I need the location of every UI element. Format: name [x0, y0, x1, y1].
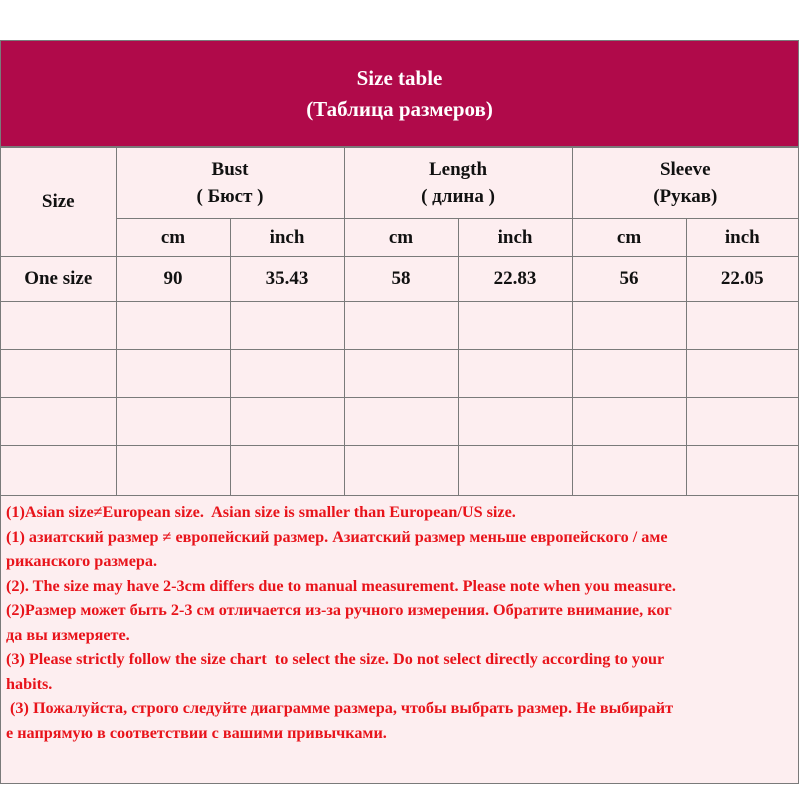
table-cell: [572, 302, 686, 350]
table-cell: [116, 446, 230, 496]
unit-header: inch: [230, 219, 344, 257]
table-cell: [686, 302, 798, 350]
table-cell: [458, 398, 572, 446]
table-row: [1, 257, 798, 302]
table-cell: [344, 398, 458, 446]
table-cell: [572, 398, 686, 446]
length-label: Length: [428, 159, 488, 180]
table-cell: One size: [1, 257, 116, 302]
table-cell: [230, 302, 344, 350]
table-cell: [230, 398, 344, 446]
table-cell: [344, 302, 458, 350]
table-cell: [116, 398, 230, 446]
table-cell: [116, 302, 230, 350]
size-notes: [1, 495, 798, 783]
group-header-row: [1, 148, 798, 219]
table-cell: [1, 302, 116, 350]
table-cell: [1, 350, 116, 398]
sleeve-label-ru: (Рукав): [653, 186, 718, 207]
note-measurement-en: (2). The size may have 2-3cm differs due to manual measurement. Please note when you measure.: [6, 576, 676, 595]
table-cell: 90: [116, 257, 230, 302]
bust-label: Bust: [211, 159, 249, 180]
table-cell: [116, 350, 230, 398]
size-chart: [0, 40, 799, 784]
unit-header: cm: [344, 219, 458, 257]
table-cell: 58: [344, 257, 458, 302]
size-table: [1, 147, 798, 496]
table-cell: [458, 446, 572, 496]
table-cell: [686, 350, 798, 398]
sleeve-label: Sleeve: [659, 159, 711, 180]
table-row: [1, 302, 798, 350]
table-cell: [230, 446, 344, 496]
size-column-header: Size: [1, 148, 116, 257]
table-cell: 22.05: [686, 257, 798, 302]
table-cell: [572, 446, 686, 496]
unit-header: inch: [686, 219, 798, 257]
length-label-ru: ( длина ): [421, 186, 495, 207]
table-cell: [458, 302, 572, 350]
note-asian-size-en: (1)Asian size≠European size. Asian size is smaller than European/US size.: [6, 503, 516, 521]
table-cell: 35.43: [230, 257, 344, 302]
table-cell: [230, 350, 344, 398]
unit-header: inch: [458, 219, 572, 257]
note-follow-chart-en: (3) Please strictly follow the size chart to select the size. Do not select directly according to your habits.: [6, 650, 665, 693]
table-cell: 22.83: [458, 257, 572, 302]
unit-header: cm: [116, 219, 230, 257]
size-table-subtitle: (Таблица размеров): [306, 96, 493, 121]
table-cell: [1, 398, 116, 446]
bust-label-ru: ( Бюст ): [196, 186, 264, 207]
table-cell: [458, 350, 572, 398]
table-row: [1, 446, 798, 496]
size-table-title: Size table: [356, 65, 443, 90]
note-follow-chart-ru: (3) Пожалуйста, строго следуйте диаграмме размера, чтобы выбрать размер. Не выбирайт е напрямую в соответствии с вашими привычками.: [6, 699, 674, 742]
note-asian-size-ru: (1) азиатский размер ≠ европейский размер. Азиатский размер меньше европейского / аме риканского размера.: [6, 527, 668, 570]
size-table-header: [1, 41, 798, 147]
table-row: [1, 398, 798, 446]
note-measurement-ru: (2)Размер может быть 2-3 см отличается из-за ручного измерения. Обратите внимание, ког да вы измеряете.: [6, 601, 672, 644]
unit-header: cm: [572, 219, 686, 257]
table-cell: [344, 350, 458, 398]
sleeve-header: [572, 148, 798, 219]
table-cell: [1, 446, 116, 496]
length-header: [344, 148, 572, 219]
bust-header: [116, 148, 344, 219]
table-cell: [686, 446, 798, 496]
table-cell: [572, 350, 686, 398]
table-cell: [686, 398, 798, 446]
table-cell: 56: [572, 257, 686, 302]
unit-header-row: [1, 219, 798, 257]
table-cell: [344, 446, 458, 496]
table-row: [1, 350, 798, 398]
